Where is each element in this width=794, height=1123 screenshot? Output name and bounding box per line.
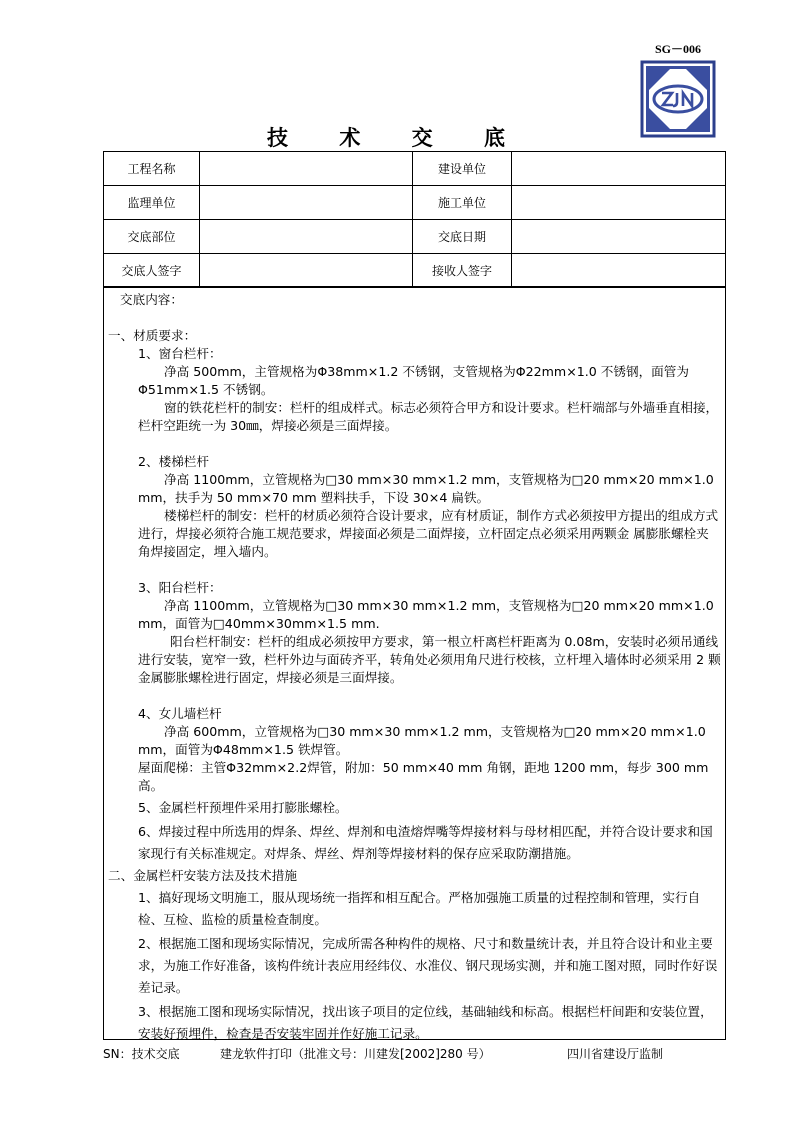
supervision-unit-label: 监理单位 [104, 186, 200, 220]
item-1-spec: 净高 500mm，主管规格为Φ38mm×1.2 不锈钢，支管规格为Φ22mm×1.0 不锈钢，面管为Φ51mm×1.5 不锈钢。 [138, 364, 689, 397]
item-4-spec: 净高 600mm，立管规格为□30 mm×30 mm×1.2 mm，支管规格为□20 mm×20 mm×1.0 mm，面管为Φ48mm×1.5 铁焊管。 [138, 724, 706, 757]
header-row [104, 152, 726, 186]
header-table [103, 151, 726, 288]
roof-ladder-spec: 屋面爬梯：主管Φ32mm×2.2焊管，附加：50 mm×40 mm 角钢，距地 1200 mm，每步 300 mm 高。 [138, 760, 709, 793]
briefing-part-label: 交底部位 [104, 220, 200, 254]
section-2-item-3: 3、根据施工图和现场实际情况，找出该子项目的定位线，基础轴线和标高。根据栏杆间距和安装位置，安装好预埋件，检查是否安装牢固并作好施工记录。 [138, 1004, 713, 1041]
item-1-fabrication: 窗的铁花栏杆的制安：栏杆的组成样式。标志必须符合甲方和设计要求。栏杆端部与外墙垂直相接，栏杆空距统一为 30㎜，焊接必须是三面焊接。 [138, 400, 719, 433]
document-title: 技 术 交 底 [267, 126, 527, 150]
receiver-signature-field[interactable] [512, 254, 726, 288]
item-2-title: 2、楼梯栏杆 [138, 454, 209, 469]
footer-sn: SN：技术交底 [103, 1047, 180, 1061]
item-3-spec: 净高 1100mm，立管规格为□30 mm×30 mm×1.2 mm，支管规格为□20 mm×20 mm×1.0 mm，面管为□40mm×30mm×1.5 mm. [138, 598, 714, 631]
item-1-title: 1、窗台栏杆： [138, 346, 222, 361]
item-5: 5、金属栏杆预埋件采用打膨胀螺栓。 [138, 800, 348, 815]
client-unit-label: 建设单位 [413, 152, 512, 186]
briefing-content [103, 286, 726, 1040]
footer-authority: 四川省建设厅监制 [567, 1047, 664, 1061]
construction-unit-label: 施工单位 [413, 186, 512, 220]
header-row [104, 220, 726, 254]
header-row [104, 186, 726, 220]
item-3-fabrication: 阳台栏杆制安：栏杆的组成必须按甲方要求，第一根立杆离栏杆距离为 0.08m，安装时必须吊通线进行安装，宽窄一致，栏杆外边与面砖齐平，转角处必须用角尺进行校核，立杆埋入墙体时必须采用 2 颗金属膨胀螺栓进行固定，焊接必须是三面焊接。 [138, 634, 721, 685]
receiver-signature-label: 接收人签字 [413, 254, 512, 288]
header-row [104, 254, 726, 288]
project-name-field[interactable] [200, 152, 413, 186]
construction-unit-field[interactable] [512, 186, 726, 220]
item-4-title: 4、女儿墙栏杆 [138, 706, 222, 721]
item-6: 6、焊接过程中所选用的焊条、焊丝、焊剂和电渣熔焊嘴等焊接材料与母材相匹配，并符合设计要求和国家现行有关标准规定。对焊条、焊丝、焊剂等焊接材料的保存应采取防潮措施。 [138, 824, 713, 861]
briefer-signature-field[interactable] [200, 254, 413, 288]
project-name-label: 工程名称 [104, 152, 200, 186]
briefing-part-field[interactable] [200, 220, 413, 254]
item-2-fabrication: 楼梯栏杆的制安：栏杆的材质必须符合设计要求，应有材质证，制作方式必须按甲方提出的组成方式进行，焊接必须符合施工规范要求，焊接面必须是二面焊接，立杆固定点必须采用两颗金 属膨胀螺栓夹角焊接固定，埋入墙内。 [138, 508, 719, 559]
content-heading: 交底内容： [120, 292, 183, 307]
form-code: SG－006 [655, 42, 702, 56]
section-1-title: 一、材质要求： [108, 328, 197, 343]
briefing-date-label: 交底日期 [413, 220, 512, 254]
client-unit-field[interactable] [512, 152, 726, 186]
briefing-date-field[interactable] [512, 220, 726, 254]
item-3-title: 3、阳台栏杆： [138, 580, 222, 595]
section-2-item-1: 1、搞好现场文明施工，服从现场统一指挥和相互配合。严格加强施工质量的过程控制和管理，实行自检、互检、监检的质量检查制度。 [138, 890, 701, 927]
item-2-spec: 净高 1100mm，立管规格为□30 mm×30 mm×1.2 mm，支管规格为□20 mm×20 mm×1.0 mm，扶手为 50 mm×70 mm 塑料扶手，下设 30×4 扁铁。 [138, 472, 714, 505]
section-2-title: 二、金属栏杆安装方法及技术措施 [108, 868, 297, 883]
supervision-unit-field[interactable] [200, 186, 413, 220]
footer-software: 建龙软件打印（批准文号：川建发[2002]280 号） [220, 1047, 491, 1061]
briefer-signature-label: 交底人签字 [104, 254, 200, 288]
section-2-item-2: 2、根据施工图和现场实际情况，完成所需各种构件的规格、尺寸和数量统计表，并且符合设计和业主要求，为施工作好准备，该构件统计表应用经纬仪、水准仪、钢尺现场实测，并和施工图对照，同时作好误差记录。 [138, 936, 718, 995]
